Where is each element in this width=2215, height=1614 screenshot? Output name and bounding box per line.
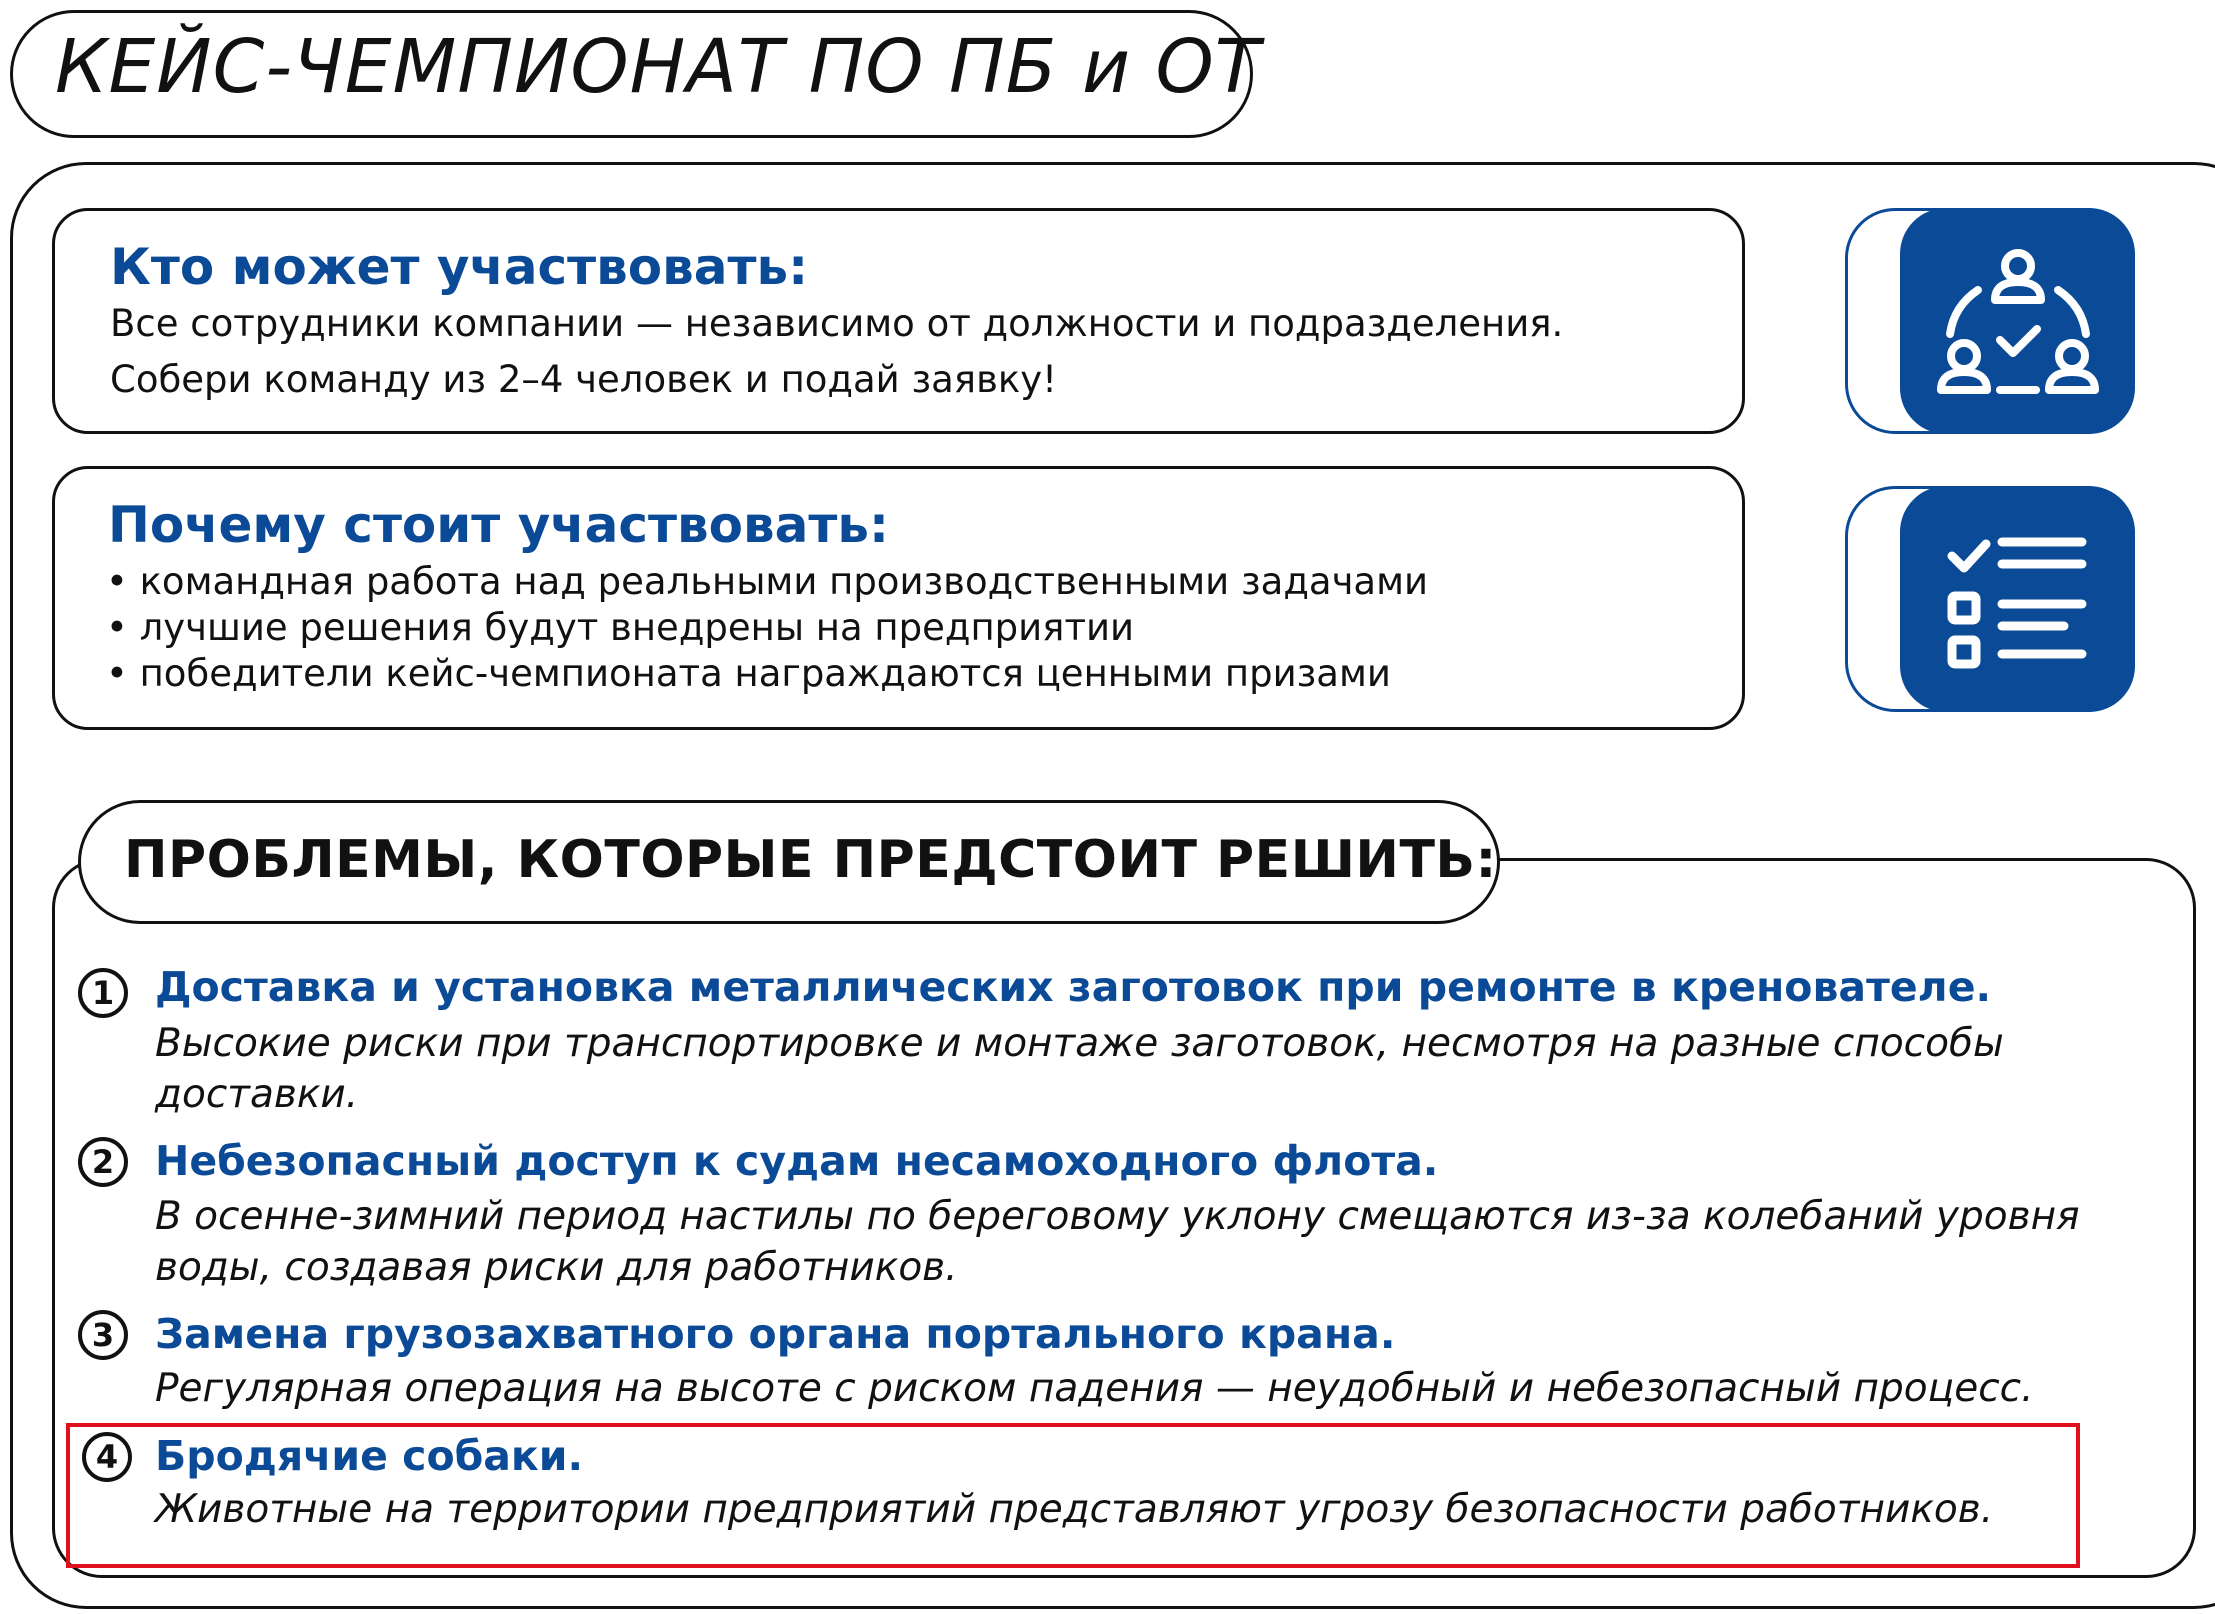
page-title: КЕЙС-ЧЕМПИОНАТ ПО ПБ и ОТ	[55, 24, 1262, 110]
problem-number-4: 4	[82, 1432, 132, 1482]
problem-title-3: Замена грузозахватного органа портального крана.	[155, 1310, 1396, 1358]
problem-title-2: Небезопасный доступ к судам несамоходного флота.	[155, 1137, 1439, 1185]
problem-number-3: 3	[78, 1310, 128, 1360]
problem-desc-4: Животные на территории предприятий представляют угрозу безопасности работников.	[155, 1487, 1994, 1532]
problems-title: ПРОБЛЕМЫ, КОТОРЫЕ ПРЕДСТОИТ РЕШИТЬ:	[124, 830, 1497, 890]
problem-title-1: Доставка и установка металлических заготовок при ремонте в кренователе.	[155, 963, 1992, 1011]
checklist-icon	[1900, 486, 2135, 712]
problem-desc-1: Высокие риски при транспортировке и монтаже заготовок, несмотря на разные способы доставки.	[155, 1021, 2004, 1117]
why-heading: Почему стоит участвовать:	[108, 496, 889, 554]
problem-desc-3: Регулярная операция на высоте с риском падения — неудобный и небезопасный процесс.	[155, 1366, 2034, 1411]
why-bullet-3: • победители кейс-чемпионата награждаются ценными призами	[106, 652, 1391, 695]
problem-desc-2: В осенне-зимний период настилы по береговому уклону смещаются из-за колебаний уровня воды, создавая риски для работников.	[155, 1194, 2080, 1290]
why-bullet-2: • лучшие решения будут внедрены на предприятии	[106, 606, 1135, 649]
who-heading: Кто может участвовать:	[110, 238, 809, 296]
who-line-1: Все сотрудники компании — независимо от должности и подразделения.	[110, 302, 1564, 345]
team-check-icon	[1900, 208, 2135, 434]
why-bullet-1: • командная работа над реальными производственными задачами	[106, 560, 1429, 603]
problem-number-1: 1	[78, 968, 128, 1018]
problem-number-2: 2	[78, 1137, 128, 1187]
who-line-2: Собери команду из 2–4 человек и подай заявку!	[110, 358, 1057, 401]
problem-title-4: Бродячие собаки.	[155, 1432, 584, 1480]
